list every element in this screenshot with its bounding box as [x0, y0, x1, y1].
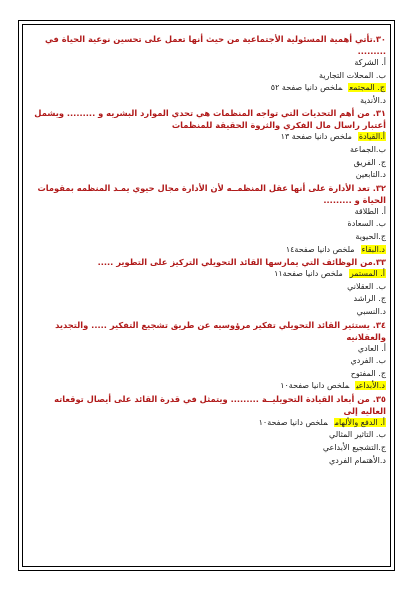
answer-label: ج.التشجيع الأبداعي [322, 443, 386, 453]
question-block [30, 107, 386, 181]
question-text: ٣١. من أهم التحديات التي تواجه المنظمات هي تحدي الموارد البشريه و ......... ويشمل أعتبار راسال مال الفكري والثروة الحقيقة للمنظمات [34, 108, 386, 131]
correct-answer-label: د.البقاء [361, 244, 385, 254]
answer-option [30, 293, 386, 306]
question-block [30, 319, 386, 393]
reference-note: ملخص دانيا صفحة١٤ [285, 244, 355, 254]
question-text: ٣٣.من الوظائف التي يمارسها القائد التحويلي التركيز على التطوير ..... [97, 257, 386, 268]
answer-label: ب.الجماعة [349, 144, 386, 154]
question-text: ٣٠.تأتي أهمية المسئولية الأجتماعية من حيث أنها تعمل على تحسين نوعية الحياة في ......... [45, 34, 386, 56]
correct-answer-label: د.الأبداعي [356, 381, 385, 391]
answer-option [30, 169, 386, 182]
answer-option [30, 57, 386, 70]
answer-label: د.الأهتمام الفردي [328, 455, 386, 465]
question-text: ٣٤. يستثير القائد التحويلي تفكير مرؤوسيه عن طريق تشجيع التفكير ..... والتجديد والعقلانيه [55, 319, 386, 342]
answer-option [30, 231, 386, 244]
answer-option [30, 268, 386, 281]
answer-option [30, 131, 386, 144]
correct-answer-label: أ. الدفع والألهام [334, 417, 385, 427]
answer-option [30, 70, 386, 83]
answer-label: أ. الشركة [354, 58, 386, 67]
answer-option [30, 281, 386, 294]
reference-note: ملخص دانيا صفحة ١٣ [280, 132, 352, 142]
answer-label: ب. الفردي [350, 356, 386, 366]
answer-option [30, 206, 386, 219]
answer-option [30, 355, 386, 368]
reference-note: ملخص دانيا صفحة ٥٢ [270, 83, 343, 93]
answer-label: ب. السعادة [347, 219, 386, 229]
answer-option [30, 157, 386, 170]
correct-answer-label: أ. المستمر [349, 269, 385, 279]
question-block [30, 393, 386, 467]
question-list [30, 33, 386, 467]
question-block [30, 256, 386, 318]
question-text: ٣٢. تعد الأدارة على أنها عقل المنظمــه لأن الأدارة مجال حيوي يمـد المنظمه بمقومات الحياة و ......... [37, 182, 386, 205]
answer-label: ج. الفريق [353, 157, 386, 167]
question-text: ٣٥. من أبعاد القيادة التحويليــة ......... ويتمثل في قدرة القائد على أيصال توقعاته العاليه إلى [54, 393, 386, 416]
answer-label: ج. الراشد [353, 294, 386, 304]
answer-label: ج. المفتوح [350, 368, 386, 378]
answer-option [30, 144, 386, 157]
correct-answer-label: أ.القيادة [358, 132, 385, 142]
answer-option [30, 429, 386, 442]
answer-label: د.النسبي [356, 306, 386, 316]
answer-label: أ. العادي [357, 343, 386, 353]
answer-option [30, 218, 386, 231]
answer-label: ب. العقلاني [347, 281, 386, 291]
answer-option [30, 82, 386, 95]
correct-answer-label: ج. المجتمع [349, 83, 385, 93]
answer-label: ب. المحلات التجارية [319, 70, 386, 80]
answer-option [30, 95, 386, 108]
answer-label: أ. الطلاقة [354, 206, 386, 216]
answer-option [30, 368, 386, 381]
answer-label: ب. التاثير المثالي [329, 430, 386, 440]
answer-option [30, 455, 386, 468]
answer-option [30, 343, 386, 356]
question-block [30, 182, 386, 256]
answer-label: ج.الحيوية [355, 231, 386, 241]
answer-label: د.التابعين [355, 170, 386, 180]
reference-note: ملخص دانيا صفحة١٠ [280, 381, 350, 391]
answer-option [30, 306, 386, 319]
question-block [30, 33, 386, 107]
answer-option [30, 442, 386, 455]
answer-label: د.الأندية [360, 95, 386, 105]
reference-note: ملخص دانيا صفحة١٠ [258, 417, 328, 427]
answer-option [30, 417, 386, 430]
answer-option [30, 380, 386, 393]
answer-option [30, 244, 386, 257]
reference-note: ملخص دانيا صفحة١١ [274, 269, 343, 279]
